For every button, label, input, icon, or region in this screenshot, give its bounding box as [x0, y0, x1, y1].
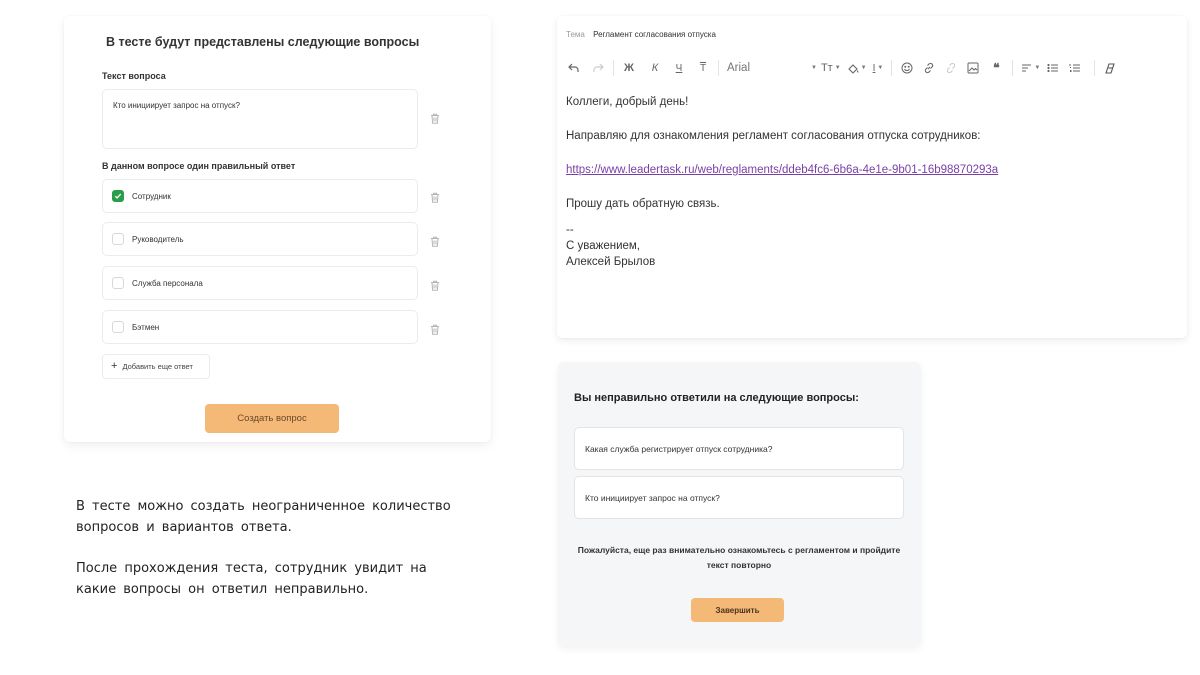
answers-label: В данном вопросе один правильный ответ [102, 161, 296, 171]
signature-line-2: Алексей Брылов [566, 256, 656, 268]
numbered-list-icon[interactable] [1068, 60, 1082, 76]
delete-answer-trash-icon[interactable] [430, 280, 440, 291]
fill-color-chevron-icon[interactable]: ▼ [860, 65, 867, 71]
plus-icon: + [111, 360, 118, 372]
signature-line-1: С уважением, [566, 240, 640, 252]
email-line-1: Направляю для ознакомления регламент согласования отпуска сотрудников: [566, 130, 981, 142]
answer-text: Бэтмен [132, 322, 160, 332]
toolbar-divider [891, 60, 892, 76]
font-size-chevron-icon[interactable]: ▼ [834, 65, 841, 71]
question-builder-card [64, 16, 491, 442]
toolbar-divider [1094, 60, 1095, 76]
font-family-select[interactable]: Arial [727, 62, 751, 74]
caption-paragraph-2: После прохождения теста, сотрудник увидит на какие вопросы он ответил неправильно. [76, 561, 427, 597]
delete-answer-trash-icon[interactable] [430, 192, 440, 203]
bold-button[interactable]: Ж [624, 62, 634, 74]
subject-input[interactable]: Регламент согласования отпуска [593, 30, 716, 39]
quote-icon[interactable]: ❝ [993, 61, 1000, 75]
create-question-button[interactable]: Создать вопрос [205, 404, 339, 433]
underline-button[interactable]: Ч [675, 62, 683, 74]
unlink-icon[interactable] [944, 60, 958, 76]
question-text-input[interactable]: Кто инициирует запрос на отпуск? [102, 89, 418, 149]
add-answer-label: Добавить еще ответ [122, 362, 193, 371]
answer-checkbox[interactable] [112, 233, 124, 245]
add-answer-button[interactable] [102, 354, 210, 379]
text-color-icon[interactable]: I [872, 62, 876, 74]
text-color-chevron-icon[interactable]: ▼ [877, 65, 884, 71]
toolbar-divider [718, 60, 719, 76]
redo-icon[interactable] [591, 60, 605, 76]
wrong-question-item: Какая служба регистрирует отпуск сотрудника? [574, 427, 904, 470]
fill-color-icon[interactable] [847, 60, 859, 76]
subject-label: Тема [566, 30, 585, 39]
subject-row [566, 30, 716, 39]
bulleted-list-icon[interactable] [1046, 60, 1060, 76]
delete-answer-trash-icon[interactable] [430, 324, 440, 335]
result-note: Пожалуйста, еще раз внимательно ознакомьтесь с регламентом и пройдите текст повторно [577, 545, 901, 570]
delete-question-trash-icon[interactable] [430, 113, 440, 124]
answer-text: Сотрудник [132, 191, 171, 201]
delete-answer-trash-icon[interactable] [430, 236, 440, 247]
answer-row [102, 179, 418, 213]
email-editor-card [557, 16, 1187, 338]
answer-text: Руководитель [132, 234, 184, 244]
answer-row [102, 222, 418, 256]
builder-title: В тесте будут представлены следующие вопросы [106, 35, 420, 49]
email-body-editor[interactable] [566, 95, 1166, 270]
align-icon[interactable] [1021, 60, 1032, 76]
font-size-button[interactable]: Tт [820, 62, 833, 74]
reglament-link[interactable]: https://www.leadertask.ru/web/reglaments/ddeb4fc6-6b6a-4e1e-9b01-16b98870293a [566, 164, 999, 176]
question-text-label: Текст вопроса [102, 71, 166, 81]
finish-button[interactable]: Завершить [691, 598, 784, 622]
emoji-icon[interactable] [900, 60, 914, 76]
result-title: Вы неправильно ответили на следующие вопросы: [574, 392, 859, 404]
italic-button[interactable]: К [651, 62, 659, 74]
align-chevron-icon[interactable]: ▼ [1034, 65, 1041, 71]
answer-row [102, 266, 418, 300]
answer-checkbox-checked[interactable] [112, 190, 124, 202]
test-result-card [558, 362, 921, 646]
undo-icon[interactable] [567, 60, 581, 76]
answer-checkbox[interactable] [112, 277, 124, 289]
font-dropdown-chevron-icon[interactable]: ▼ [811, 65, 817, 71]
answer-text: Служба персонала [132, 278, 203, 288]
answer-row [102, 310, 418, 344]
editor-toolbar [567, 60, 1177, 76]
email-greeting: Коллеги, добрый день! [566, 96, 689, 108]
toolbar-divider [613, 60, 614, 76]
answer-checkbox[interactable] [112, 321, 124, 333]
caption-paragraph-1: В тесте можно создать неограниченное количество вопросов и вариантов ответа. [76, 499, 451, 535]
email-line-2: Прошу дать обратную связь. [566, 198, 720, 210]
image-icon[interactable] [966, 60, 980, 76]
wrong-question-item: Кто инициирует запрос на отпуск? [574, 476, 904, 519]
link-icon[interactable] [922, 60, 936, 76]
toolbar-divider [1012, 60, 1013, 76]
clear-format-icon[interactable] [1103, 60, 1117, 76]
signature-separator: -- [566, 224, 574, 236]
strikethrough-button[interactable]: Т [699, 62, 707, 74]
